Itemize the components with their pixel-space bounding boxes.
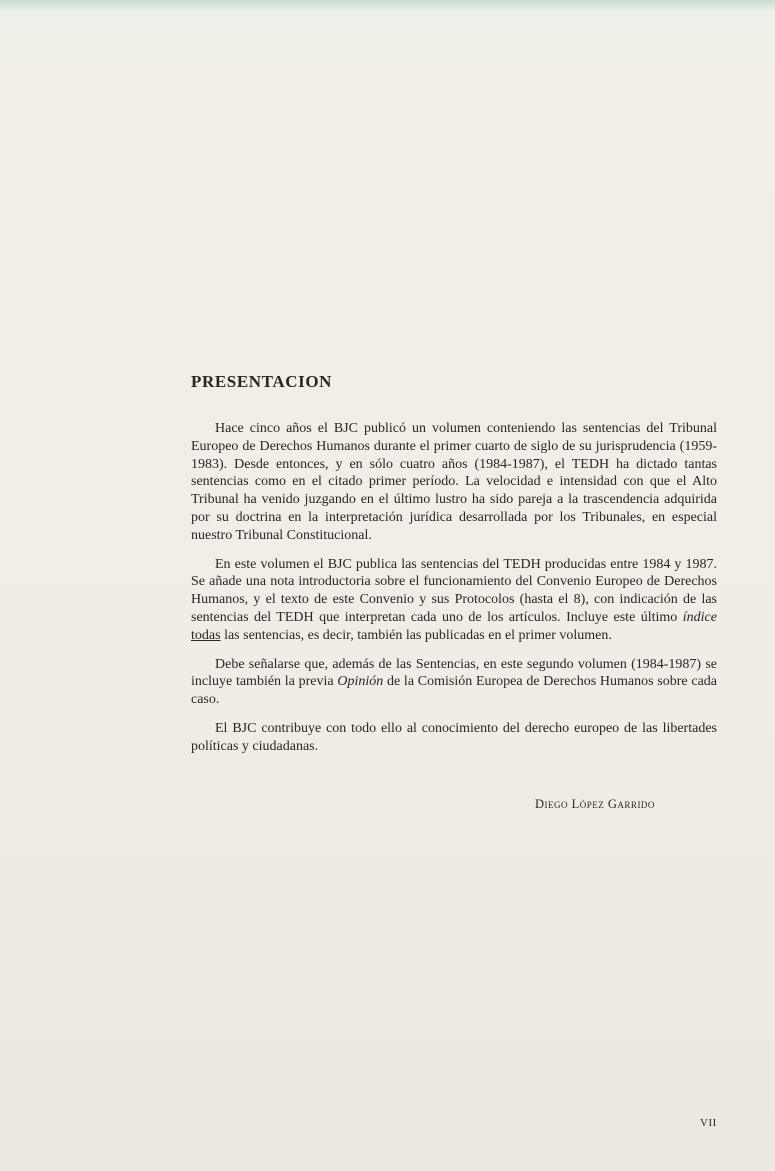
page-top-edge: [0, 0, 775, 10]
paragraph-3-text-b: de la Comisión Europea de Derechos Humanos sobre cada caso.: [191, 674, 717, 708]
paragraph-2-text-a: En este volumen el BJC publica las sentencias del TEDH producidas entre 1984 y 1987. Se añade una nota introductoria sobre el funcionamiento del Convenio Europeo de Derechos Humanos, y el texto de este Convenio y sus Protocolos (hasta el 8), con indicación de las sentencias del TEDH que interpretan cada uno de los artículos. Incluye este último: [191, 556, 717, 625]
paragraph-3-text-a: Debe señalarse que, además de las Sentencias, en este segundo volumen (1984-1987) se incluye también la previa: [191, 656, 717, 690]
page-title: PRESENTACION: [191, 372, 333, 391]
paragraph-2-text-c: las sentencias, es decir, también las publicadas en el primer volumen.: [220, 627, 612, 643]
body-text: [191, 420, 717, 767]
author-signature: Diego López Garrido: [535, 797, 655, 811]
paragraph-2: [191, 556, 717, 645]
paragraph-2-italic-indice: índice: [682, 609, 717, 625]
paragraph-2-underlined-todas: todas: [191, 627, 221, 643]
paragraph-1: Hace cinco años el BJC publicó un volumen conteniendo las sentencias del Tribunal Europeo de Derechos Humanos durante el primer cuarto de siglo de su jurisprudencia (1959-1983). Desde entonces, y en sólo cuatro años (1984-1987), el TEDH ha dictado tantas sentencias como en el citado primer período. La velocidad e intensidad con que el Alto Tribunal ha venido juzgando en el último lustro ha sido pareja a la trascendencia adquirida por su doctrina en la interpretación jurídica desarrollada por los Tribunales, en especial nuestro Tribunal Constitucional.: [191, 421, 717, 543]
paragraph-4: El BJC contribuye con todo ello al conocimiento del derecho europeo de las libertades políticas y ciudadanas.: [191, 720, 717, 754]
paragraph-3: [191, 656, 717, 709]
page-number: VII: [700, 1117, 717, 1129]
paragraph-3-italic-opinion: Opinión: [337, 674, 384, 690]
